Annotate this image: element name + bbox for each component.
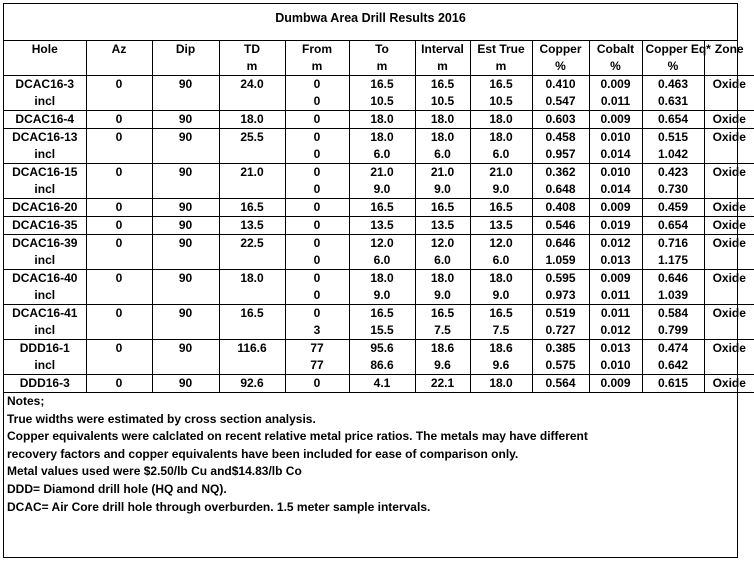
table-cell: 0.654 [642,111,704,129]
column-unit [86,58,152,76]
table-cell [152,146,219,164]
table-cell: 90 [152,340,219,358]
table-cell: 16.5 [219,199,285,217]
table-cell: 77 [285,340,349,358]
table-cell: 95.6 [349,340,415,358]
table-cell: 4.1 [349,375,415,393]
column-header: Az [86,41,152,58]
table-cell: DCAC16-13 [4,129,86,147]
table-cell: 16.5 [219,305,285,323]
table-cell: 0 [86,111,152,129]
table-cell: 0.474 [642,340,704,358]
table-cell [219,287,285,305]
table-cell: 0.642 [642,357,704,375]
header-row-top [4,41,754,58]
column-unit: m [285,58,349,76]
table-cell: 18.0 [349,270,415,288]
table-cell: 18.0 [349,111,415,129]
column-header: Hole [4,41,86,58]
table-cell: Oxide [704,164,754,182]
table-cell: 9.0 [349,181,415,199]
table-cell: 22.5 [219,235,285,253]
table-cell: 0.012 [589,322,642,340]
table-cell [86,93,152,111]
table-cell: 0 [86,199,152,217]
table-cell: Oxide [704,375,754,393]
table-cell [152,93,219,111]
table-cell: 0 [285,217,349,235]
table-body [4,76,754,393]
table-cell: 6.0 [470,252,532,270]
table-cell: 18.0 [219,111,285,129]
table-cell: 0.564 [532,375,589,393]
table-cell: 0 [285,199,349,217]
table-cell [219,181,285,199]
table-cell: 6.0 [349,252,415,270]
table-cell: 86.6 [349,357,415,375]
table-cell [152,357,219,375]
table-row [4,305,754,323]
table-row [4,111,754,129]
column-header: Interval [415,41,470,58]
table-cell: 25.5 [219,129,285,147]
column-unit: m [219,58,285,76]
table-cell: 0 [285,181,349,199]
table-cell: 0 [86,270,152,288]
table-cell: Oxide [704,305,754,323]
table-cell: 18.0 [470,111,532,129]
table-cell: 0.727 [532,322,589,340]
table-cell: 0.010 [589,357,642,375]
table-cell: 0 [285,305,349,323]
table-cell: 21.0 [470,164,532,182]
table-cell: DDD16-3 [4,375,86,393]
table-cell: DCAC16-35 [4,217,86,235]
table-cell: 0.009 [589,199,642,217]
table-cell: 6.0 [415,252,470,270]
table-cell [704,287,754,305]
table-row [4,129,754,147]
table-cell [704,357,754,375]
table-cell: 9.0 [415,287,470,305]
table-cell [152,181,219,199]
table-cell: 24.0 [219,76,285,94]
table-cell: 15.5 [349,322,415,340]
table-cell: 116.6 [219,340,285,358]
table-cell [86,146,152,164]
table-cell: 90 [152,375,219,393]
table-cell: 0 [86,340,152,358]
table-cell: 0.973 [532,287,589,305]
table-row-incl [4,181,754,199]
table-cell: 9.6 [470,357,532,375]
table-cell: 9.6 [415,357,470,375]
table-cell [152,322,219,340]
table-cell: 0.716 [642,235,704,253]
table-cell: 0.011 [589,287,642,305]
table-cell: 0.385 [532,340,589,358]
table-cell: incl [4,322,86,340]
table-cell: 90 [152,129,219,147]
table-cell: 12.0 [415,235,470,253]
table-row [4,375,754,393]
table-cell: 0 [285,270,349,288]
table-cell: 0.014 [589,146,642,164]
table-cell: 90 [152,270,219,288]
table-cell: DCAC16-4 [4,111,86,129]
table-cell: 1.059 [532,252,589,270]
column-header: Copper Eq* [642,41,704,58]
table-cell [219,93,285,111]
table-row-incl [4,252,754,270]
table-cell: incl [4,252,86,270]
table-cell [704,181,754,199]
table-cell: incl [4,287,86,305]
table-cell: 18.0 [470,129,532,147]
table-cell [86,322,152,340]
table-cell: 0.463 [642,76,704,94]
table-cell [86,181,152,199]
table-cell: 90 [152,164,219,182]
table-cell: Oxide [704,76,754,94]
table-cell: Oxide [704,217,754,235]
drill-results-sheet [3,3,746,558]
table-cell [219,252,285,270]
table-cell: 0.423 [642,164,704,182]
table-cell: 0.515 [642,129,704,147]
column-unit [4,58,86,76]
table-cell: incl [4,357,86,375]
table-cell [704,322,754,340]
column-header: From [285,41,349,58]
table-cell: 16.5 [470,305,532,323]
table-cell: 7.5 [415,322,470,340]
table-cell: 21.0 [349,164,415,182]
note-line: True widths were estimated by cross section analysis. [7,411,316,426]
table-cell: incl [4,146,86,164]
table-cell: 0 [285,76,349,94]
table-cell: 0.648 [532,181,589,199]
table-cell: 16.5 [349,305,415,323]
table-cell: incl [4,181,86,199]
note-line: Metal values used were $2.50/lb Cu and$14.83/lb Co [7,464,302,479]
table-cell: DDD16-1 [4,340,86,358]
table-cell: 9.0 [470,181,532,199]
column-header: TD [219,41,285,58]
table-cell: 12.0 [349,235,415,253]
table-cell: Oxide [704,340,754,358]
table-cell: 0.615 [642,375,704,393]
table-cell: DCAC16-20 [4,199,86,217]
table-cell: DCAC16-39 [4,235,86,253]
table-cell: 10.5 [349,93,415,111]
table-row [4,340,754,358]
table-cell: 0 [285,235,349,253]
column-header: Cobalt [589,41,642,58]
drill-results-table [4,41,754,393]
table-cell: 0.459 [642,199,704,217]
table-cell: 18.0 [415,129,470,147]
column-header: Zone [704,41,754,58]
table-cell: 16.5 [415,199,470,217]
table-cell: 0.009 [589,270,642,288]
column-header: Copper [532,41,589,58]
table-cell: 0.519 [532,305,589,323]
note-line: Notes; [7,394,45,408]
table-cell: DCAC16-15 [4,164,86,182]
table-cell: 0.009 [589,375,642,393]
note-line: Copper equivalents were calclated on recent relative metal price ratios. The metals may have different [7,429,588,444]
table-cell: 22.1 [415,375,470,393]
table-cell: 0 [86,305,152,323]
table-cell: 0.575 [532,357,589,375]
column-unit [152,58,219,76]
table-cell: 77 [285,357,349,375]
notes-section [4,393,737,516]
table-cell: 0 [285,164,349,182]
table-cell: 0.408 [532,199,589,217]
table-cell: 0.546 [532,217,589,235]
table-row [4,76,754,94]
table-cell: 9.0 [349,287,415,305]
column-unit: m [470,58,532,76]
table-cell: 0.646 [532,235,589,253]
table-cell [152,252,219,270]
table-cell: 0.012 [589,235,642,253]
table-cell: 0.410 [532,76,589,94]
table-title: Dumbwa Area Drill Results 2016 [4,4,737,41]
table-cell: 0.654 [642,217,704,235]
column-unit: % [532,58,589,76]
table-cell: DCAC16-41 [4,305,86,323]
table-cell: Oxide [704,235,754,253]
table-cell: 0.547 [532,93,589,111]
table-cell: 18.0 [470,270,532,288]
table-cell: 18.0 [470,375,532,393]
table-row-incl [4,287,754,305]
table-cell: 18.0 [415,111,470,129]
table-cell: 3 [285,322,349,340]
note-line: DDD= Diamond drill hole (HQ and NQ). [7,481,227,496]
table-cell: 90 [152,76,219,94]
table-cell: 21.0 [415,164,470,182]
table-cell: 16.5 [415,76,470,94]
table-cell: Oxide [704,111,754,129]
table-cell [704,93,754,111]
table-cell [704,146,754,164]
table-cell: 16.5 [470,199,532,217]
table-cell: 0 [86,164,152,182]
note-line: recovery factors and copper equivalents have been included for ease of comparison only. [7,446,519,461]
table-cell: Oxide [704,199,754,217]
table-cell: 0.646 [642,270,704,288]
table-cell: 21.0 [219,164,285,182]
table-cell [704,252,754,270]
table-cell: 18.0 [349,129,415,147]
table-cell: 0.010 [589,164,642,182]
table-cell [86,287,152,305]
table-cell: 90 [152,111,219,129]
table-cell: incl [4,93,86,111]
table-cell: 0 [285,111,349,129]
table-cell: 0.009 [589,111,642,129]
table-cell: 90 [152,305,219,323]
table-row-incl [4,146,754,164]
table-cell: 6.0 [470,146,532,164]
table-cell: 0.010 [589,129,642,147]
table-cell: 16.5 [349,199,415,217]
table-cell [219,322,285,340]
table-cell: 0 [285,93,349,111]
table-cell: 18.6 [470,340,532,358]
table-cell: 6.0 [415,146,470,164]
table-cell: 9.0 [415,181,470,199]
table-cell: 18.6 [415,340,470,358]
table-cell: 90 [152,199,219,217]
table-cell: 0.362 [532,164,589,182]
table-row-incl [4,93,754,111]
table-cell: 0.957 [532,146,589,164]
table-cell: 6.0 [349,146,415,164]
column-unit: m [415,58,470,76]
table-cell: 1.175 [642,252,704,270]
table-cell: 0.013 [589,252,642,270]
table-cell: 0 [86,129,152,147]
column-header: Dip [152,41,219,58]
table-cell [86,252,152,270]
table-cell: 0.011 [589,305,642,323]
table-row [4,164,754,182]
table-row [4,235,754,253]
note-line: DCAC= Air Core drill hole through overburden. 1.5 meter sample intervals. [7,499,431,514]
table-cell [219,146,285,164]
table-cell: DCAC16-40 [4,270,86,288]
table-cell: 1.039 [642,287,704,305]
table-cell: 0.631 [642,93,704,111]
table-cell: 0.584 [642,305,704,323]
table-cell: 0 [285,146,349,164]
table-cell: 0.603 [532,111,589,129]
table-cell: 16.5 [415,305,470,323]
table-row-incl [4,322,754,340]
table-cell [152,287,219,305]
table-cell: 0.799 [642,322,704,340]
table-cell: 0.009 [589,76,642,94]
table-cell: 0 [86,217,152,235]
table-cell: 16.5 [349,76,415,94]
column-header: Est True [470,41,532,58]
table-cell: 1.042 [642,146,704,164]
table-cell: 12.0 [470,235,532,253]
table-cell: 13.5 [349,217,415,235]
table-cell: 0.011 [589,93,642,111]
table-cell: 0 [86,235,152,253]
table-row-incl [4,357,754,375]
table-cell: 0 [86,76,152,94]
table-cell: 0.595 [532,270,589,288]
table-cell: 0.019 [589,217,642,235]
table-cell: Oxide [704,129,754,147]
table-cell: 0 [86,375,152,393]
table-cell: 13.5 [415,217,470,235]
table-cell: 92.6 [219,375,285,393]
table-cell: 90 [152,235,219,253]
table-cell: 9.0 [470,287,532,305]
table-cell: 7.5 [470,322,532,340]
table-row [4,270,754,288]
table-cell: 90 [152,217,219,235]
table-cell: 0.458 [532,129,589,147]
table-cell: 13.5 [470,217,532,235]
table-cell: 0.013 [589,340,642,358]
table-cell: DCAC16-3 [4,76,86,94]
column-unit: % [589,58,642,76]
column-header: To [349,41,415,58]
table-cell: 16.5 [470,76,532,94]
table-cell: 0.730 [642,181,704,199]
table-cell: 13.5 [219,217,285,235]
table-cell: 0 [285,287,349,305]
table-cell [219,357,285,375]
table-row [4,199,754,217]
table-cell [86,357,152,375]
table-cell: 10.5 [415,93,470,111]
table-cell: 0 [285,375,349,393]
table-row [4,217,754,235]
table-cell: 18.0 [219,270,285,288]
table-cell: 0.014 [589,181,642,199]
column-unit [704,58,754,76]
table-cell: 10.5 [470,93,532,111]
header-row-units [4,58,754,76]
table-cell: Oxide [704,270,754,288]
table-cell: 0 [285,252,349,270]
column-unit: m [349,58,415,76]
column-unit: % [642,58,704,76]
table-cell: 18.0 [415,270,470,288]
table-cell: 0 [285,129,349,147]
